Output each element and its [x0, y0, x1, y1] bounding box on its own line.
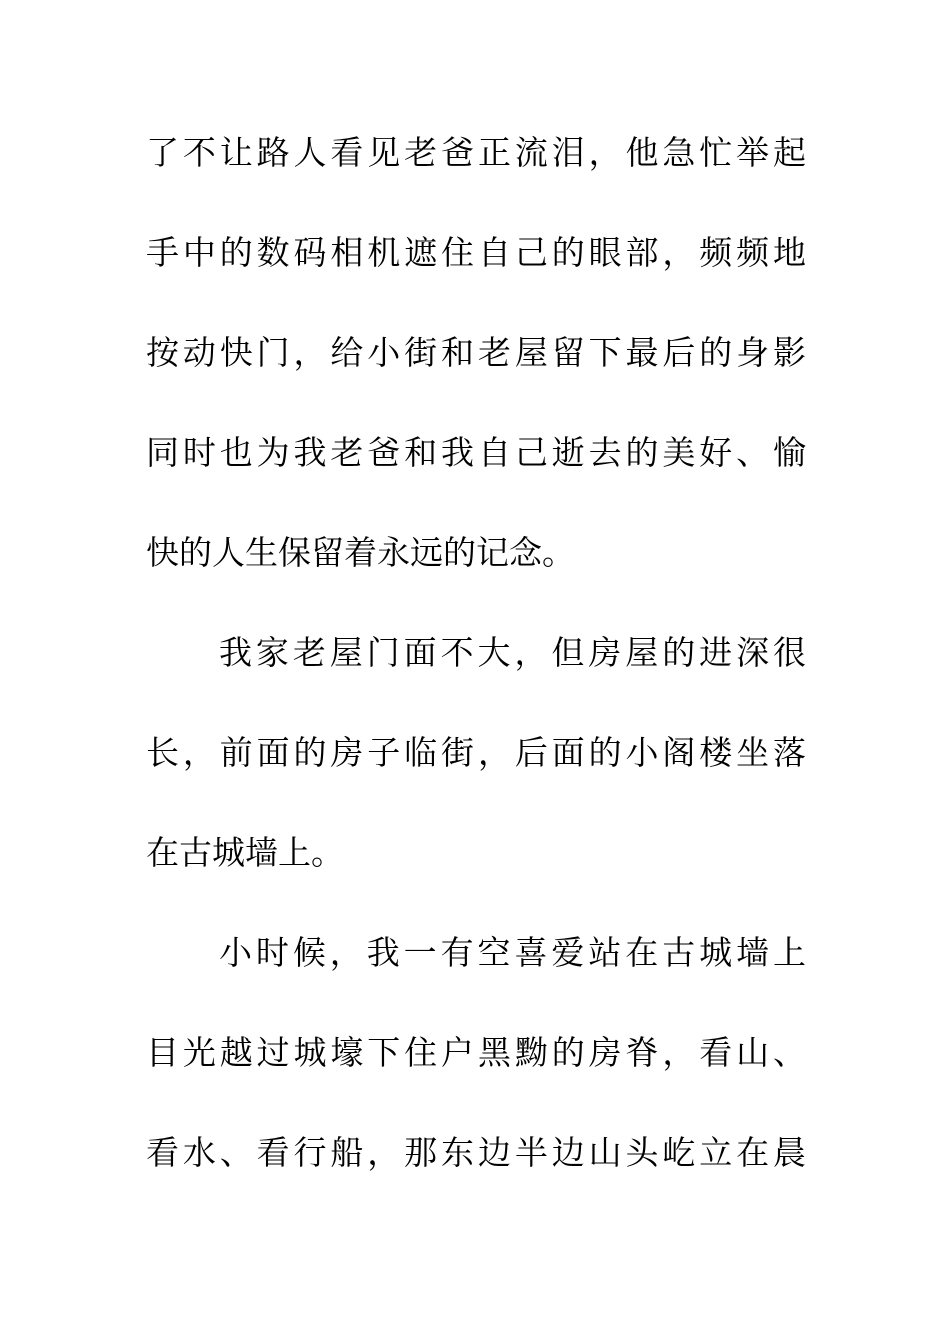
- text-line: 在古城墙上。: [146, 833, 344, 872]
- paragraph-first-line: 小时候，我一有空喜爱站在古城墙上: [219, 933, 806, 972]
- text-line: 手中的数码相机遮住自己的眼部，频频地: [146, 233, 806, 272]
- paragraph-first-line: 我家老屋门面不大，但房屋的进深很: [219, 633, 806, 672]
- text-line: 同时也为我老爸和我自己逝去的美好、愉: [146, 433, 806, 472]
- text-line: 长，前面的房子临街，后面的小阁楼坐落: [146, 733, 806, 772]
- text-line: 快的人生保留着永远的记念。: [146, 533, 575, 572]
- text-line: 按动快门，给小街和老屋留下最后的身影: [146, 333, 806, 372]
- text-line: 目光越过城壕下住户黑黝的房脊，看山、: [146, 1033, 806, 1072]
- text-line: 了不让路人看见老爸正流泪，他急忙举起: [146, 133, 806, 172]
- text-line: 看水、看行船，那东边半边山头屹立在晨: [146, 1133, 806, 1172]
